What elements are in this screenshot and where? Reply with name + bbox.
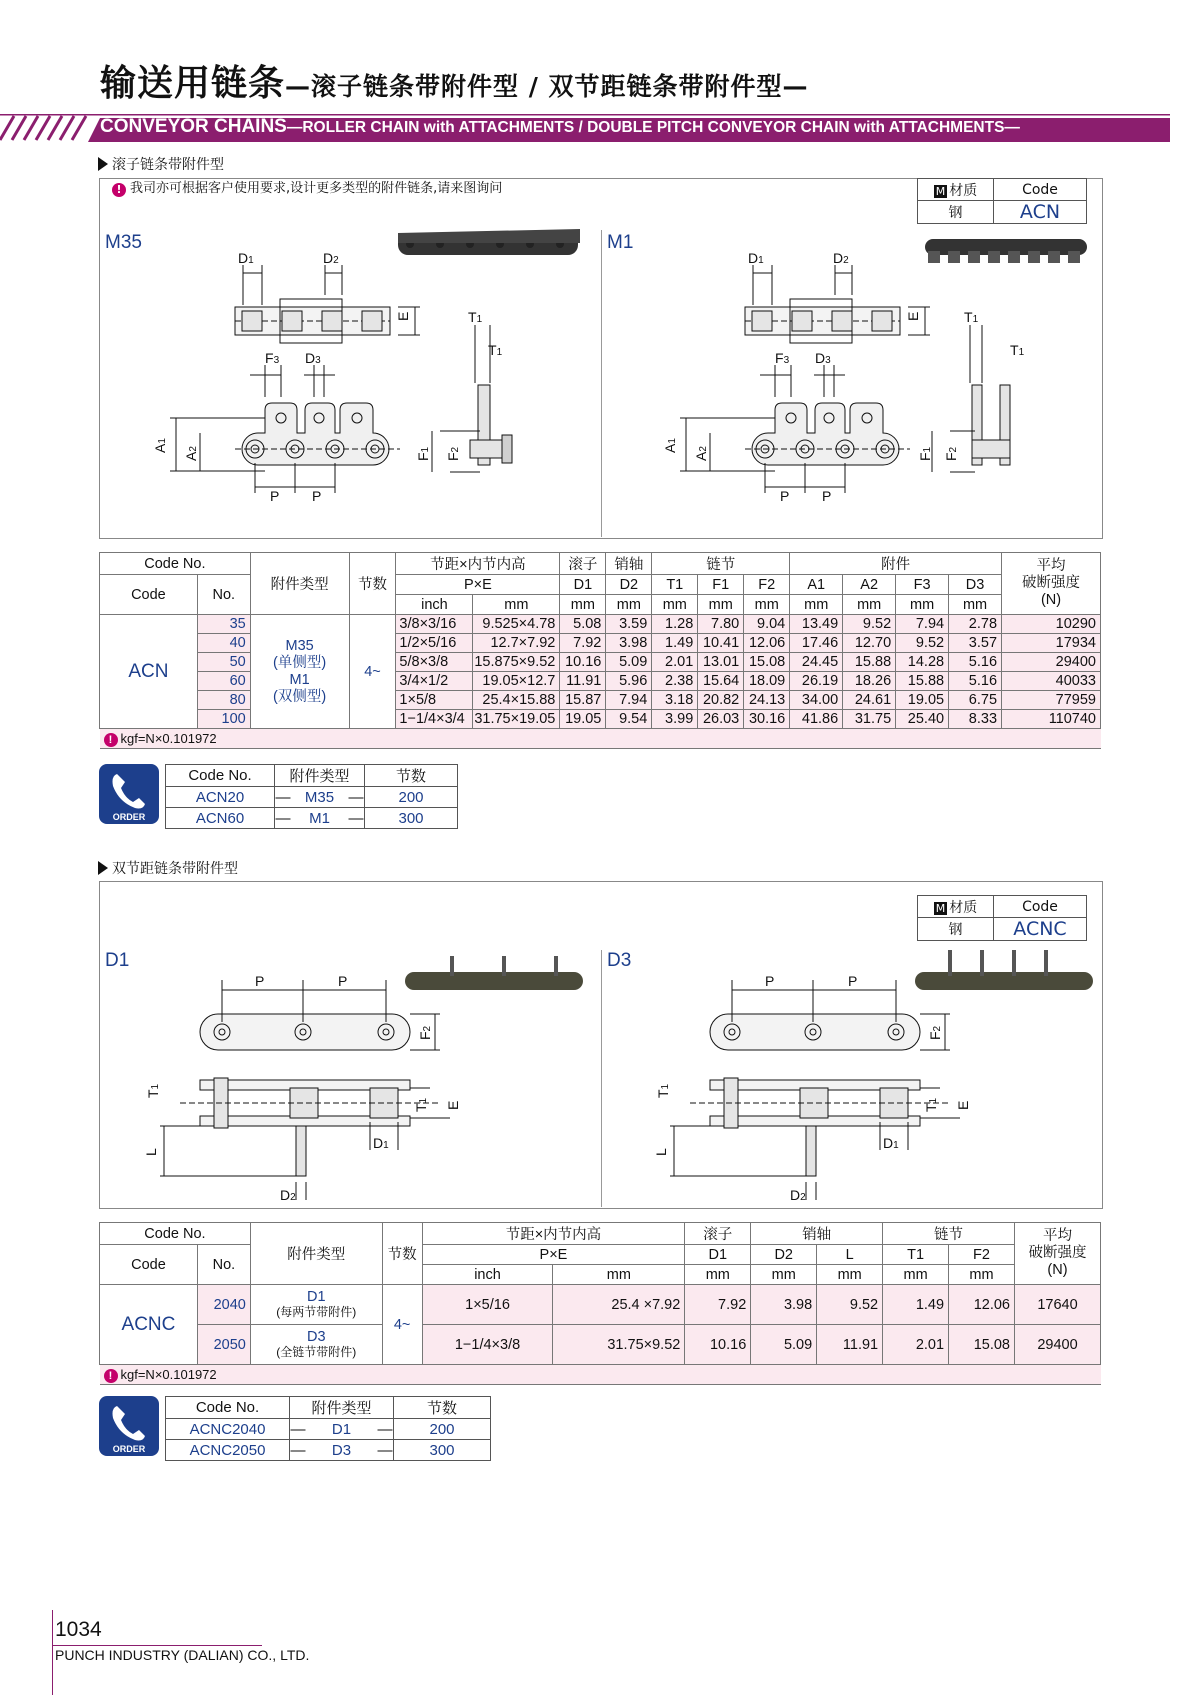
svg-text:A1: A1 [662, 438, 678, 453]
svg-text:L: L [653, 1148, 669, 1156]
section-heading-roller: 滚子链条带附件型 [98, 154, 224, 174]
page-title-en: CONVEYOR CHAINS—ROLLER CHAIN with ATTACHMENTS / DOUBLE PITCH CONVEYOR CHAIN with ATTACHMENTS— [100, 116, 1020, 137]
material-table: M 材质 Code 钢 ACN [917, 178, 1087, 224]
chain-photo-m35 [398, 229, 580, 255]
chain-photo-m1 [925, 239, 1087, 263]
diagram-label-d1: D1 [105, 950, 130, 971]
info-icon: ! [104, 733, 118, 747]
dim-e: E [395, 311, 411, 321]
section-heading-double-pitch: 双节距链条带附件型 [98, 858, 238, 878]
order-row: ACN60 — M1 — 300 [166, 808, 458, 829]
svg-text:D2: D2 [280, 1187, 296, 1203]
svg-text:E: E [445, 1100, 461, 1110]
dim-f2: F2 [445, 446, 461, 461]
svg-text:F2: F2 [927, 1025, 943, 1040]
svg-text:A2: A2 [693, 446, 709, 461]
table-row: 100 1−1/4×3/4 31.75×19.05 19.05 9.54 3.99 26.03 30.16 41.86 31.75 25.40 8.33 110740 [100, 710, 1101, 729]
dim-p2: P [312, 488, 322, 504]
dim-d2: D2 [323, 250, 339, 266]
spec-table-acn: Code No. 附件类型 节数 节距×内节内高 滚子 销轴 链节 附件 平均 破断强度 (N) Code No. P×E D1 D2 T1 F1 F2 A1 A2 F3 D3 inch mm mm mm mm mm mm mm mm mm mm ACN 35 M35 (单侧型) M1 (双侧型) 4~ 3/8×3/16 9.525×4.78 5.08 3.59 1.28 7.80 9.04 13.49 9.52 7.94 2.78 10290 40 1/2×5/16 12.7×7.92 7.92 3.98 1.49 10.41 12.06 17.46 12.70 9.52 3.57 17934 50 5/8×3/8 15.875×9.52 10.16 5.09 2.01 13.01 15.08 24.45 15.88 14.28 5.16 29400 60 3/4×1/2 19.05×12.7 11.91 5.96 2.38 15.64 18.09 26.19 18.26 15.88 5.16 40033 80 1×5/8 25.4×15.88 15.87 7.94 3.18 20.82 24.13 34.00 24.61 19.05 6.75 77959 100 1−1/4×3/4 31.75×19.05 19.05 9.54 3.99 26.03 30.16 41.86 31.75 25.40 8.33 110740 ! kgf=N×0.101972 [99, 552, 1101, 749]
svg-text:P: P [255, 973, 265, 989]
kgf-note-2: ! kgf=N×0.101972 [104, 1367, 217, 1382]
svg-text:D3: D3 [815, 350, 831, 366]
chain-photo-d1 [405, 956, 583, 990]
svg-text:F1: F1 [917, 446, 933, 461]
chain-photo-d3 [915, 950, 1093, 990]
page-subtitle: —滚子链条带附件型 / 双节距链条带附件型— [285, 72, 809, 101]
m1-technical-drawing [650, 225, 1100, 535]
table-row: 50 5/8×3/8 15.875×9.52 10.16 5.09 2.01 13.01 15.08 24.45 15.88 14.28 5.16 29400 [100, 653, 1101, 672]
diagram-label-d3: D3 [607, 950, 632, 971]
dim-a2: A2 [183, 446, 199, 461]
dim-t1a: T1 [468, 309, 483, 325]
company-name: PUNCH INDUSTRY (DALIAN) CO., LTD. [55, 1647, 310, 1663]
d3-technical-drawing [650, 950, 1100, 1205]
kgf-note: ! kgf=N×0.101972 [104, 731, 217, 746]
svg-text:P: P [338, 973, 348, 989]
material-table-acnc: M 材质 Code 钢 ACNC [917, 895, 1087, 941]
order-row: ACN20 — M35 — 200 [166, 787, 458, 808]
svg-text:T1: T1 [145, 1083, 161, 1098]
order-icon-2 [99, 1396, 159, 1456]
info-icon: ! [112, 183, 126, 197]
diagram-label-m1: M1 [607, 232, 634, 253]
svg-text:F2: F2 [943, 446, 959, 461]
custom-design-note: ! 我司亦可根据客户使用要求,设计更多类型的附件链条,请来图询问 [112, 177, 502, 197]
svg-text:T1: T1 [1010, 342, 1025, 358]
dim-d1: D1 [238, 250, 254, 266]
page-number: 1034 [55, 1618, 102, 1641]
order-table-acn: Code No. 附件类型 节数 ACN20 — M35 — 200 ACN60 — M1 — 300 [165, 764, 458, 829]
svg-text:F3: F3 [775, 350, 790, 366]
dim-p1: P [270, 488, 280, 504]
svg-text:P: P [780, 488, 790, 504]
page-title: 输送用链条—滚子链条带附件型 / 双节距链条带附件型— [100, 63, 809, 104]
svg-text:D1: D1 [373, 1135, 389, 1151]
svg-text:E: E [955, 1100, 971, 1110]
dim-a1: A1 [152, 438, 168, 453]
info-icon: ! [104, 1369, 118, 1383]
table-row: 60 3/4×1/2 19.05×12.7 11.91 5.96 2.38 15.64 18.09 26.19 18.26 15.88 5.16 40033 [100, 672, 1101, 691]
table-row: 2050 D3 (全链节带附件) 1−1/4×3/8 31.75×9.52 10.16 5.09 11.91 2.01 15.08 29400 [100, 1325, 1101, 1365]
d1-technical-drawing [140, 950, 595, 1205]
dim-d3: D3 [305, 350, 321, 366]
svg-text:T1: T1 [964, 309, 979, 325]
svg-text:D2: D2 [833, 250, 849, 266]
svg-text:T1: T1 [413, 1097, 429, 1112]
svg-text:F2: F2 [417, 1025, 433, 1040]
table-row: 80 1×5/8 25.4×15.88 15.87 7.94 3.18 20.82 24.13 34.00 24.61 19.05 6.75 77959 [100, 691, 1101, 710]
spec-table-acnc: Code No. 附件类型 节数 节距×内节内高 滚子 销轴 链节 平均 破断强度 (N) Code No. P×E D1 D2 L T1 F2 inch mm mm mm mm mm mm ACNC 2040 D1 (每两节带附件) 4~ 1×5/16 25.4 ×7.92 7.92 3.98 9.52 1.49 12.06 17640 2050 D3 (全链节带附件) 1−1/4×3/8 31.75×9.52 10.16 5.09 11.91 2.01 15.08 29400 ! kgf=N×0.101972 [99, 1222, 1101, 1385]
svg-text:D1: D1 [883, 1135, 899, 1151]
svg-text:P: P [765, 973, 775, 989]
material-code: ACN [994, 201, 1087, 224]
svg-text:L: L [143, 1148, 159, 1156]
dim-t1b: T1 [488, 342, 503, 358]
svg-text:ORDER: ORDER [112, 812, 146, 822]
svg-text:P: P [822, 488, 832, 504]
dim-f1: F1 [415, 446, 431, 461]
table-row: 40 1/2×5/16 12.7×7.92 7.92 3.98 1.49 10.41 12.06 17.46 12.70 9.52 3.57 17934 [100, 634, 1101, 653]
table-row: ACNC 2040 D1 (每两节带附件) 4~ 1×5/16 25.4 ×7.92 7.92 3.98 9.52 1.49 12.06 17640 [100, 1285, 1101, 1325]
svg-text:T1: T1 [923, 1097, 939, 1112]
svg-text:D1: D1 [748, 250, 764, 266]
diagram-label-m35: M35 [105, 232, 142, 253]
svg-text:E: E [905, 311, 921, 321]
svg-text:P: P [848, 973, 858, 989]
svg-text:T1: T1 [655, 1083, 671, 1098]
table-row: ACN 35 M35 (单侧型) M1 (双侧型) 4~ 3/8×3/16 9.525×4.78 5.08 3.59 1.28 7.80 9.04 13.49 9.52 7.94 2.78 10290 [100, 615, 1101, 634]
order-table-acnc: Code No. 附件类型 节数 ACNC2040 — D1 — 200 ACNC2050 — D3 — 300 [165, 1396, 491, 1461]
svg-text:ORDER: ORDER [112, 1444, 146, 1454]
m35-technical-drawing [140, 225, 590, 535]
dim-f3: F3 [265, 350, 280, 366]
order-icon [99, 764, 159, 824]
order-row: ACNC2050 — D3 — 300 [166, 1440, 491, 1461]
order-row: ACNC2040 — D1 — 200 [166, 1419, 491, 1440]
svg-text:D2: D2 [790, 1187, 806, 1203]
